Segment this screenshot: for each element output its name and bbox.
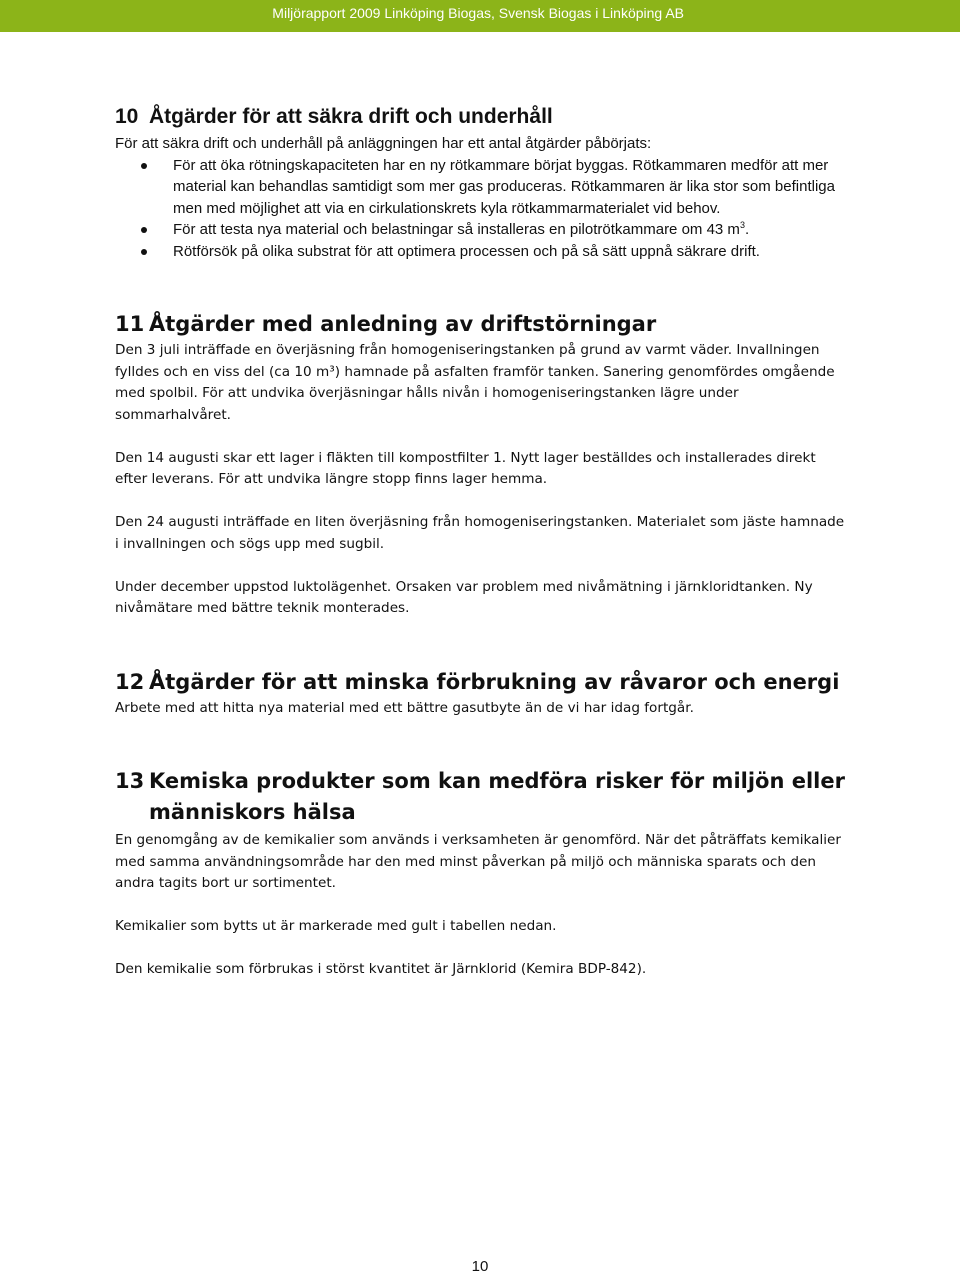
paragraph: Arbete med att hitta nya material med ett bättre gasutbyte än de vi har idag fortgår. [115,699,694,716]
section-intro: För att säkra drift och underhåll på anläggningen har ett antal åtgärder påbörjats: [115,135,652,152]
section-11 [115,309,845,620]
header-bar [0,0,960,32]
paragraph: Den 24 augusti inträffade en liten överjäsning från homogeniseringstanken. Materialet som jäste hamnade i invallningen och sögs upp med sugbil. [115,514,845,552]
list-item [173,241,845,263]
bullet-icon [141,249,147,255]
paragraph: Den 3 juli inträffade en överjäsning från homogeniseringstanken på grund av varmt väder. Invallningen fylldes och en viss del (ca 10 m³) hamnade på asfalten framför tanken. Sanering genomfördes omgående med spolbil. För att undvika överjäsningar hålls nivån i homogeniseringstanken lägre under sommarhalvåret. [115,342,835,423]
section-title: Åtgärder för att minska förbrukning av råvaror och energi [149,669,840,694]
list-item-text-extra: Rötkammaren är lika stor som befintliga men med möjlighet att via en cirkulationskrets kyla rötkammarmaterialet vid behov. [173,178,835,217]
section-10 [115,101,845,262]
list-item [173,219,845,241]
list-item-text: För att testa nya material och belastningar så installeras en pilotrötkammare om 43 m [173,221,740,238]
list-item-end: . [744,221,750,238]
paragraph: Under december uppstod luktolägenhet. Orsaken var problem med nivåmätning i järnkloridtanken. Ny nivåmätare med bättre teknik monterades. [115,578,813,616]
list-item [173,155,845,220]
paragraph: Kemikalier som bytts ut är markerade med gult i tabellen nedan. [115,918,557,934]
document-body [115,101,845,981]
bullet-list [115,155,845,263]
section-heading [115,101,845,132]
bullet-icon [141,163,147,169]
section-number: 11 [115,312,145,336]
section-number: 13 [115,769,145,793]
paragraph: En genomgång av de kemikalier som används i verksamheten är genomförd. När det påträffats kemikalier med samma användningsområde har den med minst påverkan på miljö och människa sparats och den andra tagits bort ur sortimentet. [115,832,842,891]
bullet-icon [141,227,147,233]
section-number: 12 [115,669,145,694]
section-heading [115,309,845,340]
section-heading [115,667,845,698]
list-item-text: Rötförsök på olika substrat för att optimera processen och på så sätt uppnå säkrare drift. [173,242,760,260]
page-number: 10 [471,1258,489,1275]
section-13 [115,766,845,981]
section-title: Åtgärder med anledning av driftstörningar [149,312,657,336]
list-item-text: För att öka rötningskapaciteten har en ny rötkammare börjat byggas. Rötkammaren medför att mer material kan behandlas samtidigt som mer gas produceras. [173,156,829,195]
section-12 [115,667,845,720]
section-title: Åtgärder för att säkra drift och underhåll [149,105,553,128]
superscript: 3 [739,220,745,230]
paragraph: Den kemikalie som förbrukas i störst kvantitet är Järnklorid (Kemira BDP-842). [115,961,647,977]
paragraph: Den 14 augusti skar ett lager i fläkten till kompostfilter 1. Nytt lager beställdes och installerades direkt efter leverans. För att undvika längre stopp finns lager hemma. [115,449,816,487]
header-title: Miljörapport 2009 Linköping Biogas, Svensk Biogas i Linköping AB [272,5,684,21]
section-number: 10 [115,105,139,128]
section-title: Kemiska produkter som kan medföra risker för miljön eller människors hälsa [149,769,845,824]
section-heading [115,766,845,828]
